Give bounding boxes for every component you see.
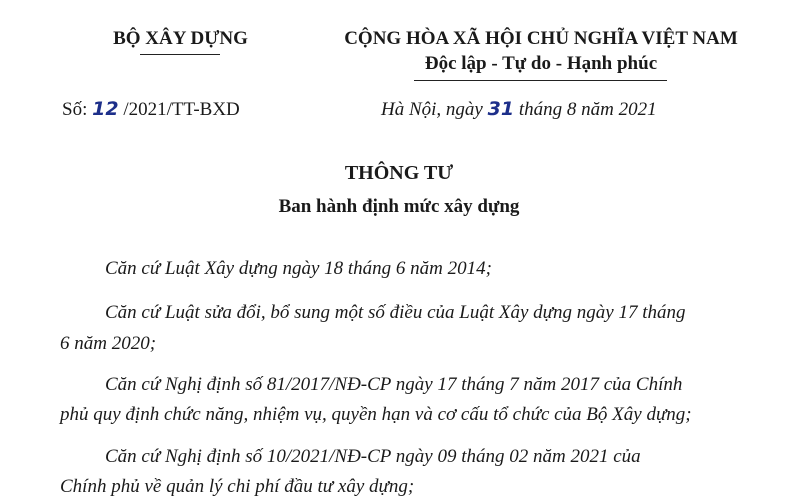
- agency-underline: [140, 54, 220, 55]
- document-type-title: THÔNG TƯ: [344, 162, 454, 184]
- place-date-suffix: tháng 8 năm 2021: [514, 99, 657, 120]
- place-and-date: [381, 98, 657, 121]
- issuing-agency: BỘ XÂY DỰNG: [113, 28, 248, 49]
- document-number: [62, 98, 240, 121]
- document-number-prefix: Số:: [62, 99, 93, 120]
- national-title: CỘNG HÒA XÃ HỘI CHỦ NGHĨA VIỆT NAM: [344, 28, 738, 49]
- place-date-prefix: Hà Nội, ngày: [381, 99, 488, 120]
- document-subject: Ban hành định mức xây dựng: [278, 196, 520, 217]
- legal-basis-paragraph-3-line-2: phủ quy định chức năng, nhiệm vụ, quyền hạn và cơ cấu tổ chức của Bộ Xây dựng;: [60, 404, 692, 425]
- legal-basis-paragraph-4-line-2: Chính phủ về quản lý chi phí đầu tư xây dựng;: [60, 476, 415, 497]
- legal-basis-paragraph-4-line-1: Căn cứ Nghị định số 10/2021/NĐ-CP ngày 09 tháng 02 năm 2021 của: [105, 446, 641, 467]
- legal-basis-paragraph-2-line-1: Căn cứ Luật sửa đổi, bổ sung một số điều của Luật Xây dựng ngày 17 tháng: [105, 302, 686, 323]
- motto-underline: [414, 80, 667, 81]
- handwritten-day: 31: [487, 98, 515, 120]
- national-motto: Độc lập - Tự do - Hạnh phúc: [424, 53, 658, 74]
- legal-basis-paragraph-3-line-1: Căn cứ Nghị định số 81/2017/NĐ-CP ngày 17 tháng 7 năm 2017 của Chính: [105, 374, 683, 395]
- document-number-suffix: /2021/TT-BXD: [118, 99, 240, 120]
- legal-basis-paragraph-1: Căn cứ Luật Xây dựng ngày 18 tháng 6 năm 2014;: [105, 258, 492, 279]
- handwritten-number: 12: [92, 98, 119, 120]
- legal-basis-paragraph-2-line-2: 6 năm 2020;: [60, 333, 157, 354]
